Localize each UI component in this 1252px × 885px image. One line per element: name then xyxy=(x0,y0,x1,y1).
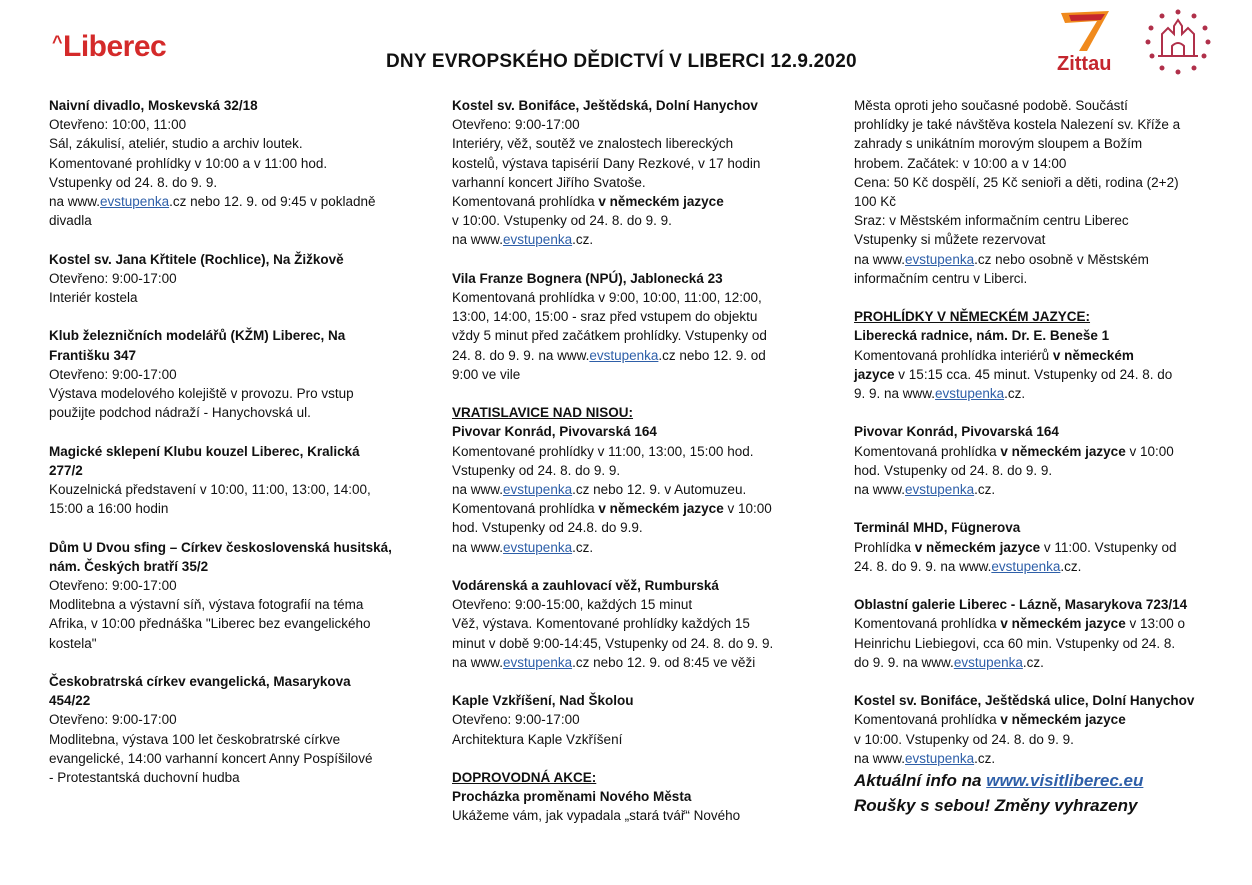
event-line xyxy=(452,653,812,672)
event-kostel-jana xyxy=(49,250,414,308)
event-line: hod. Vstupenky od 24. 8. do 9. 9. xyxy=(854,462,1053,478)
german-language-text: v německém jazyce xyxy=(914,539,1041,555)
text: Komentovaná prohlídka xyxy=(854,616,1001,632)
event-line xyxy=(854,614,1214,633)
event-line: Otevřeno: 9:00-15:00, každých 15 minut xyxy=(452,597,693,613)
event-title: Českobratrská církev evangelická, Masarykova xyxy=(49,674,351,690)
section-heading: VRATISLAVICE NAD NISOU: xyxy=(452,405,634,421)
event-line: Modlitebna a výstavní síň, výstava fotografií na téma xyxy=(49,597,364,613)
event-line xyxy=(854,710,1214,729)
event-line xyxy=(49,192,414,211)
event-line xyxy=(854,538,1214,557)
event-title: 277/2 xyxy=(49,462,83,478)
event-title: Pivovar Konrád, Pivovarská 164 xyxy=(452,424,657,440)
event-line xyxy=(452,346,812,365)
event-prochazka-continued xyxy=(854,96,1214,288)
event-line: informačním centru v Liberci. xyxy=(854,270,1028,286)
text: .cz nebo 12. 9. v Automuzeu. xyxy=(572,482,747,498)
section-vratislavice xyxy=(452,403,812,557)
text: na www. xyxy=(452,539,504,555)
event-line: Otevřeno: 10:00, 11:00 xyxy=(49,117,187,133)
text: v 13:00 o xyxy=(1125,616,1185,632)
event-line: Města oproti jeho současné podobě. Součástí xyxy=(854,98,1128,113)
event-line: Otevřeno: 9:00-17:00 xyxy=(49,578,177,594)
event-line: kostela" xyxy=(49,635,97,651)
event-line: Otevřeno: 9:00-17:00 xyxy=(49,366,177,382)
evstupenka-link[interactable]: evstupenka xyxy=(100,194,170,210)
event-kaple-vzkriseni xyxy=(452,691,812,749)
event-line: hod. Vstupenky od 24.8. do 9.9. xyxy=(452,520,643,536)
event-title: Kaple Vzkříšení, Nad Školou xyxy=(452,693,634,709)
event-line: Věž, výstava. Komentované prohlídky každých 15 xyxy=(452,616,750,632)
event-line: v 10:00. Vstupenky od 24. 8. do 9. 9. xyxy=(854,731,1074,747)
event-line: Vstupenky od 24. 8. do 9. 9. xyxy=(452,462,621,478)
event-line xyxy=(452,230,812,249)
event-title: Terminál MHD, Fügnerova xyxy=(854,520,1021,536)
text: 24. 8. do 9. 9. na www. xyxy=(854,558,992,574)
event-line: Modlitebna, výstava 100 let českobratrské církve xyxy=(49,731,341,747)
event-line: Vstupenky od 24. 8. do 9. 9. xyxy=(49,174,218,190)
event-title: nám. Českých bratří 35/2 xyxy=(49,558,209,574)
current-info-line xyxy=(854,768,1214,793)
text: .cz. xyxy=(974,482,996,498)
event-title: Magické sklepení Klubu kouzel Liberec, Kralická xyxy=(49,443,360,459)
evstupenka-link[interactable]: evstupenka xyxy=(503,539,573,555)
german-language-text: v německém jazyce xyxy=(598,194,724,210)
text: na www. xyxy=(452,654,504,670)
event-line: Interiér kostela xyxy=(49,290,138,306)
event-oblastni-galerie xyxy=(854,595,1214,672)
german-language-text: v německém jazyce xyxy=(1000,616,1126,632)
event-line xyxy=(452,499,812,518)
event-naivni-divadlo xyxy=(49,96,414,230)
caret-icon: ^ xyxy=(52,32,63,52)
text: 9. 9. na www. xyxy=(854,386,936,402)
text: 24. 8. do 9. 9. na www. xyxy=(452,347,590,363)
section-doprovodna-akce xyxy=(452,768,812,826)
event-line: Otevřeno: 9:00-17:00 xyxy=(452,712,580,728)
event-line: 13:00, 14:00, 15:00 - sraz před vstupem do objektu xyxy=(452,309,758,325)
section-heading: PROHLÍDKY V NĚMECKÉM JAZYCE: xyxy=(854,309,1091,325)
event-line: divadla xyxy=(49,213,92,229)
event-line xyxy=(854,442,1214,461)
text: .cz nebo 12. 9. od 9:45 v pokladně xyxy=(169,194,376,210)
evstupenka-link[interactable]: evstupenka xyxy=(503,654,573,670)
evstupenka-link[interactable]: evstupenka xyxy=(935,386,1005,402)
event-line: 100 Kč xyxy=(854,194,897,210)
evstupenka-link[interactable]: evstupenka xyxy=(905,482,975,498)
event-line: minut v době 9:00-14:45, Vstupenky od 24. 8. do 9. 9. xyxy=(452,635,774,651)
german-language-text: v německém xyxy=(1052,347,1134,363)
event-line: prohlídky je také návštěva kostela Nalezení sv. Kříže a xyxy=(854,117,1181,133)
page-title: DNY EVROPSKÉHO DĚDICTVÍ V LIBERCI 12.9.2020 xyxy=(386,51,857,72)
event-line: Komentované prohlídky v 11:00, 13:00, 15:00 hod. xyxy=(452,443,754,459)
text: do 9. 9. na www. xyxy=(854,654,954,670)
text: na www. xyxy=(854,750,906,766)
event-kzm xyxy=(49,326,414,422)
text: na www. xyxy=(452,482,504,498)
column-1 xyxy=(49,96,414,806)
text: .cz nebo osobně v Městském xyxy=(974,251,1149,267)
event-line: Otevřeno: 9:00-17:00 xyxy=(49,270,177,286)
text: .cz. xyxy=(1004,386,1026,402)
event-line: Komentovaná prohlídka v 9:00, 10:00, 11:00, 12:00, xyxy=(452,290,762,306)
event-line: Vstupenky si můžete rezervovat xyxy=(854,232,1046,248)
zittau-logo xyxy=(1055,5,1117,75)
event-line: 15:00 a 16:00 hodin xyxy=(49,501,169,517)
event-line xyxy=(854,365,1214,384)
event-kostel-boniface xyxy=(452,96,812,250)
event-title: Liberecká radnice, nám. Dr. E. Beneše 1 xyxy=(854,328,1110,344)
german-language-text: v německém jazyce xyxy=(1000,443,1126,459)
seal-logo-icon xyxy=(1142,6,1214,78)
event-magicke-sklepeni xyxy=(49,442,414,519)
event-line: zahrady s unikátním morovým sloupem a Božím xyxy=(854,136,1143,152)
liberec-logo xyxy=(52,30,166,64)
event-line: Heinrichu Liebiegovi, cca 60 min. Vstupenky od 24. 8. xyxy=(854,635,1176,651)
text: .cz. xyxy=(1022,654,1044,670)
event-line: Sál, zákulisí, ateliér, studio a archiv loutek. xyxy=(49,136,303,152)
event-title: Kostel sv. Bonifáce, Ještědská, Dolní Hanychov xyxy=(452,98,758,113)
evstupenka-link[interactable]: evstupenka xyxy=(991,558,1061,574)
event-line xyxy=(854,749,1214,768)
event-line: Otevřeno: 9:00-17:00 xyxy=(452,117,580,133)
event-line: Výstava modelového kolejiště v provozu. Pro vstup xyxy=(49,386,354,402)
text: v 10:00 xyxy=(723,501,772,517)
event-line: 9:00 ve vile xyxy=(452,366,521,382)
event-title: Vodárenská a zauhlovací věž, Rumburská xyxy=(452,578,719,594)
event-line xyxy=(854,384,1214,403)
event-line xyxy=(452,192,812,211)
event-line xyxy=(854,250,1214,269)
masks-note: Roušky s sebou! Změny vyhrazeny xyxy=(854,796,1138,816)
text: Komentovaná prohlídka xyxy=(452,194,599,210)
text: Komentovaná prohlídka interiérů xyxy=(854,347,1053,363)
text: Aktuální info na xyxy=(854,771,987,791)
german-language-text: v německém jazyce xyxy=(598,501,724,517)
event-line: evangelické, 14:00 varhanní koncert Anny Pospíšilové xyxy=(49,750,373,766)
text: .cz nebo 12. 9. od 8:45 ve věži xyxy=(572,654,756,670)
section-german-tours xyxy=(854,307,1214,403)
text: .cz. xyxy=(572,539,594,555)
event-title: Kostel sv. Bonifáce, Ještědská ulice, Dolní Hanychov xyxy=(854,693,1195,709)
event-title: Naivní divadlo, Moskevská 32/18 xyxy=(49,98,258,113)
event-ceskobratrska xyxy=(49,672,414,787)
event-terminal-mhd xyxy=(854,518,1214,576)
text: Komentovaná prohlídka xyxy=(854,443,1001,459)
event-line: Kouzelnická představení v 10:00, 11:00, 13:00, 14:00, xyxy=(49,482,371,498)
text: Prohlídka xyxy=(854,539,915,555)
event-line: vždy 5 minut před začátkem prohlídky. Vstupenky od xyxy=(452,328,767,344)
event-title: Dům U Dvou sfing – Církev československá husitská, xyxy=(49,539,392,555)
text: na www. xyxy=(49,194,101,210)
event-title: Vila Franze Bognera (NPÚ), Jablonecká 23 xyxy=(452,270,723,286)
event-dum-u-dvou-sfing xyxy=(49,538,414,653)
liberec-logo-text: Liberec xyxy=(63,30,167,63)
event-pivovar-konrad-de xyxy=(854,422,1214,499)
text: .cz. xyxy=(974,750,996,766)
text: v 10:00 xyxy=(1125,443,1174,459)
evstupenka-link[interactable]: evstupenka xyxy=(503,232,573,248)
text: .cz. xyxy=(572,232,594,248)
event-title: Františku 347 xyxy=(49,347,137,363)
event-title: Procházka proměnami Nového Města xyxy=(452,789,692,805)
zittau-logo-text: Zittau xyxy=(1057,53,1112,75)
event-vila-bognera xyxy=(452,269,812,384)
event-vodarenska-vez xyxy=(452,576,812,672)
event-line xyxy=(452,480,812,499)
event-line: Otevřeno: 9:00-17:00 xyxy=(49,712,177,728)
text: Komentovaná prohlídka xyxy=(854,712,1001,728)
text: v 11:00. Vstupenky od xyxy=(1040,539,1177,555)
event-line: - Protestantská duchovní hudba xyxy=(49,770,240,786)
event-kostel-boniface-de xyxy=(854,691,1214,768)
section-heading: DOPROVODNÁ AKCE: xyxy=(452,770,597,786)
zittau-seven-icon xyxy=(1057,5,1117,55)
event-line xyxy=(854,346,1214,365)
event-line: hrobem. Začátek: v 10:00 a v 14:00 xyxy=(854,155,1067,171)
column-2 xyxy=(452,96,812,845)
text: .cz. xyxy=(1060,558,1082,574)
event-title: Kostel sv. Jana Křtitele (Rochlice), Na Žižkově xyxy=(49,251,344,267)
event-line: v 10:00. Vstupenky od 24. 8. do 9. 9. xyxy=(452,213,672,229)
event-line xyxy=(854,557,1214,576)
text: na www. xyxy=(854,482,906,498)
event-title: Klub železničních modelářů (KŽM) Liberec, Na xyxy=(49,328,346,344)
evstupenka-link[interactable]: evstupenka xyxy=(589,347,659,363)
event-line xyxy=(854,653,1214,672)
german-language-text: v německém jazyce xyxy=(1000,712,1126,728)
event-line: Architektura Kaple Vzkříšení xyxy=(452,731,623,747)
event-line: Komentované prohlídky v 10:00 a v 11:00 hod. xyxy=(49,155,328,171)
evstupenka-link[interactable]: evstupenka xyxy=(905,750,975,766)
text: na www. xyxy=(854,251,906,267)
event-line: Interiéry, věž, soutěž ve znalostech libereckých xyxy=(452,136,734,152)
event-line xyxy=(854,480,1214,499)
event-title: Oblastní galerie Liberec - Lázně, Masarykova 723/14 xyxy=(854,597,1188,613)
event-line: kostelů, výstava tapisérií Dany Rezkové, v 17 hodin xyxy=(452,155,761,171)
evstupenka-link[interactable]: evstupenka xyxy=(953,654,1023,670)
evstupenka-link[interactable]: evstupenka xyxy=(503,482,573,498)
text: Komentovaná prohlídka xyxy=(452,501,599,517)
text: na www. xyxy=(452,232,504,248)
column-3 xyxy=(854,96,1214,818)
event-line: Cena: 50 Kč dospělí, 25 Kč senioři a děti, rodina (2+2) xyxy=(854,174,1179,190)
event-line xyxy=(452,538,812,557)
event-title: Pivovar Konrád, Pivovarská 164 xyxy=(854,424,1059,440)
evstupenka-link[interactable]: evstupenka xyxy=(905,251,975,267)
event-title: 454/22 xyxy=(49,693,91,709)
event-line: Sraz: v Městském informačním centru Liberec xyxy=(854,213,1129,229)
text: .cz nebo 12. 9. od xyxy=(658,347,766,363)
text: v 15:15 cca. 45 minut. Vstupenky od 24. 8. do xyxy=(894,366,1173,382)
event-line: Afrika, v 10:00 přednáška "Liberec bez evangelického xyxy=(49,616,371,632)
event-line: varhanní koncert Jiřího Svatoše. xyxy=(452,174,646,190)
german-language-text: jazyce xyxy=(854,366,895,382)
event-line: použijte podchod nádraží - Hanychovská ul. xyxy=(49,405,311,421)
event-line: Ukážeme vám, jak vypadala „stará tvář“ Nového xyxy=(452,808,741,824)
visitliberec-link[interactable]: www.visitliberec.eu xyxy=(986,771,1144,791)
